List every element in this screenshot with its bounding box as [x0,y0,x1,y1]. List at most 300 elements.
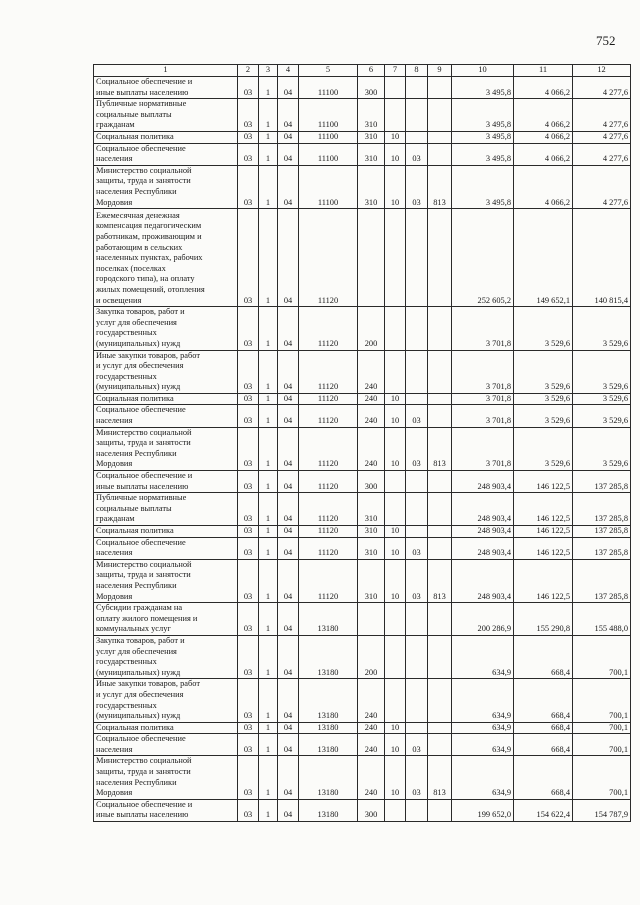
subprogram-code-cell: 1 [259,307,278,350]
column-header: 5 [299,65,358,77]
expense-type-cell: 310 [358,526,385,538]
table-row [94,722,631,734]
target-article-cell: 11120 [299,209,358,307]
subsection-cell [406,131,428,143]
target-article-cell: 11120 [299,405,358,427]
section-cell: 10 [385,756,406,799]
expense-type-cell: 310 [358,143,385,165]
amount-year3-cell: 4 277,6 [573,99,631,132]
subsection-cell [406,635,428,678]
ministry-code-cell [428,734,452,756]
subsection-code-cell: 04 [278,493,299,526]
table-row [94,559,631,602]
amount-year3-cell: 3 529,6 [573,307,631,350]
table-row [94,799,631,821]
target-article-cell: 11120 [299,559,358,602]
ministry-code-cell [428,603,452,636]
section-cell: 10 [385,559,406,602]
subsection-cell [406,679,428,722]
subprogram-code-cell: 1 [259,537,278,559]
target-article-cell: 13180 [299,799,358,821]
section-code-cell: 03 [238,209,259,307]
column-header: 1 [94,65,238,77]
amount-year1-cell: 634,9 [452,734,514,756]
subsection-cell: 03 [406,734,428,756]
ministry-code-cell: 813 [428,165,452,208]
amount-year2-cell: 4 066,2 [514,165,573,208]
section-cell [385,350,406,393]
section-cell: 10 [385,131,406,143]
amount-year1-cell: 634,9 [452,635,514,678]
column-header: 6 [358,65,385,77]
amount-year3-cell: 137 285,8 [573,526,631,538]
amount-year3-cell: 3 529,6 [573,393,631,405]
ministry-code-cell: 813 [428,756,452,799]
subsection-cell [406,493,428,526]
subsection-cell [406,603,428,636]
amount-year1-cell: 248 903,4 [452,537,514,559]
amount-year1-cell: 3 701,8 [452,350,514,393]
amount-year2-cell: 146 122,5 [514,559,573,602]
ministry-code-cell [428,131,452,143]
amount-year2-cell: 3 529,6 [514,427,573,470]
expense-type-cell: 310 [358,559,385,602]
subsection-cell [406,471,428,493]
subprogram-code-cell: 1 [259,209,278,307]
budget-table [93,64,631,822]
expense-type-cell: 300 [358,799,385,821]
row-name-cell: Иные закупки товаров, работ и услуг для обеспечения государственных (муниципальных) нужд [94,350,238,393]
amount-year3-cell: 137 285,8 [573,537,631,559]
expense-type-cell: 200 [358,635,385,678]
amount-year1-cell: 3 495,8 [452,99,514,132]
row-name-cell: Социальное обеспечение и иные выплаты населению [94,471,238,493]
amount-year2-cell: 146 122,5 [514,471,573,493]
section-code-cell: 03 [238,799,259,821]
amount-year2-cell: 4 066,2 [514,131,573,143]
row-name-cell: Публичные нормативные социальные выплаты гражданам [94,493,238,526]
subsection-code-cell: 04 [278,799,299,821]
expense-type-cell: 240 [358,756,385,799]
row-name-cell: Социальное обеспечение и иные выплаты населению [94,77,238,99]
amount-year2-cell: 668,4 [514,679,573,722]
column-header: 9 [428,65,452,77]
subsection-cell: 03 [406,756,428,799]
column-header: 11 [514,65,573,77]
ministry-code-cell [428,471,452,493]
column-header: 12 [573,65,631,77]
table-row [94,143,631,165]
section-code-cell: 03 [238,679,259,722]
subsection-code-cell: 04 [278,307,299,350]
section-code-cell: 03 [238,165,259,208]
amount-year1-cell: 199 652,0 [452,799,514,821]
table-row [94,493,631,526]
row-name-cell: Закупка товаров, работ и услуг для обеспечения государственных (муниципальных) нужд [94,635,238,678]
subsection-code-cell: 04 [278,99,299,132]
amount-year2-cell: 668,4 [514,734,573,756]
subsection-cell: 03 [406,405,428,427]
expense-type-cell: 310 [358,131,385,143]
section-code-cell: 03 [238,526,259,538]
target-article-cell: 13180 [299,756,358,799]
amount-year1-cell: 3 495,8 [452,165,514,208]
subsection-code-cell: 04 [278,427,299,470]
amount-year3-cell: 700,1 [573,722,631,734]
subprogram-code-cell: 1 [259,679,278,722]
ministry-code-cell [428,526,452,538]
expense-type-cell: 310 [358,493,385,526]
table-row [94,393,631,405]
table-row [94,99,631,132]
subsection-cell: 03 [406,537,428,559]
section-cell: 10 [385,722,406,734]
ministry-code-cell [428,77,452,99]
amount-year3-cell: 700,1 [573,635,631,678]
subsection-code-cell: 04 [278,559,299,602]
table-row [94,405,631,427]
amount-year2-cell: 149 652,1 [514,209,573,307]
row-name-cell: Социальное обеспечение и иные выплаты населению [94,799,238,821]
subsection-cell: 03 [406,143,428,165]
row-name-cell: Закупка товаров, работ и услуг для обеспечения государственных (муниципальных) нужд [94,307,238,350]
amount-year1-cell: 248 903,4 [452,471,514,493]
section-code-cell: 03 [238,143,259,165]
subsection-code-cell: 04 [278,756,299,799]
amount-year2-cell: 668,4 [514,722,573,734]
subprogram-code-cell: 1 [259,350,278,393]
amount-year3-cell: 155 488,0 [573,603,631,636]
subsection-code-cell: 04 [278,734,299,756]
section-code-cell: 03 [238,427,259,470]
subsection-cell [406,307,428,350]
section-cell [385,307,406,350]
section-code-cell: 03 [238,603,259,636]
row-name-cell: Социальная политика [94,722,238,734]
amount-year1-cell: 200 286,9 [452,603,514,636]
subsection-cell [406,350,428,393]
amount-year3-cell: 3 529,6 [573,427,631,470]
ministry-code-cell [428,799,452,821]
row-name-cell: Субсидии гражданам на оплату жилого помещения и коммунальных услуг [94,603,238,636]
table-row [94,526,631,538]
expense-type-cell: 240 [358,405,385,427]
amount-year1-cell: 3 495,8 [452,131,514,143]
section-code-cell: 03 [238,722,259,734]
amount-year1-cell: 3 701,8 [452,427,514,470]
amount-year2-cell: 668,4 [514,756,573,799]
amount-year3-cell: 137 285,8 [573,493,631,526]
amount-year3-cell: 137 285,8 [573,471,631,493]
amount-year1-cell: 3 701,8 [452,405,514,427]
amount-year1-cell: 3 701,8 [452,393,514,405]
section-cell: 10 [385,734,406,756]
section-cell: 10 [385,143,406,165]
subsection-cell: 03 [406,165,428,208]
subprogram-code-cell: 1 [259,77,278,99]
table-row [94,679,631,722]
table-row [94,131,631,143]
subsection-cell: 03 [406,559,428,602]
header-row [94,65,631,77]
subsection-code-cell: 04 [278,143,299,165]
target-article-cell: 11120 [299,526,358,538]
section-code-cell: 03 [238,405,259,427]
subprogram-code-cell: 1 [259,603,278,636]
subsection-cell: 03 [406,427,428,470]
column-header: 10 [452,65,514,77]
amount-year1-cell: 634,9 [452,679,514,722]
amount-year3-cell: 154 787,9 [573,799,631,821]
amount-year2-cell: 146 122,5 [514,526,573,538]
expense-type-cell: 240 [358,393,385,405]
section-cell [385,799,406,821]
subprogram-code-cell: 1 [259,799,278,821]
subprogram-code-cell: 1 [259,143,278,165]
expense-type-cell: 240 [358,350,385,393]
expense-type-cell: 200 [358,307,385,350]
subsection-code-cell: 04 [278,77,299,99]
column-header: 3 [259,65,278,77]
row-name-cell: Министерство социальной защиты, труда и занятости населения Республики Мордовия [94,165,238,208]
target-article-cell: 13180 [299,603,358,636]
target-article-cell: 11100 [299,99,358,132]
subsection-code-cell: 04 [278,537,299,559]
subprogram-code-cell: 1 [259,559,278,602]
subprogram-code-cell: 1 [259,405,278,427]
subprogram-code-cell: 1 [259,99,278,132]
table-row [94,427,631,470]
target-article-cell: 11120 [299,493,358,526]
amount-year2-cell: 3 529,6 [514,393,573,405]
target-article-cell: 11100 [299,165,358,208]
section-code-cell: 03 [238,537,259,559]
section-code-cell: 03 [238,734,259,756]
section-cell [385,77,406,99]
amount-year3-cell: 700,1 [573,756,631,799]
section-cell: 10 [385,427,406,470]
expense-type-cell: 310 [358,537,385,559]
amount-year2-cell: 154 622,4 [514,799,573,821]
row-name-cell: Социальная политика [94,131,238,143]
subprogram-code-cell: 1 [259,635,278,678]
amount-year2-cell: 3 529,6 [514,350,573,393]
subprogram-code-cell: 1 [259,734,278,756]
subprogram-code-cell: 1 [259,756,278,799]
ministry-code-cell: 813 [428,559,452,602]
amount-year2-cell: 3 529,6 [514,405,573,427]
expense-type-cell: 300 [358,77,385,99]
section-cell [385,635,406,678]
target-article-cell: 11120 [299,350,358,393]
section-code-cell: 03 [238,99,259,132]
ministry-code-cell [428,393,452,405]
table-row [94,537,631,559]
subsection-code-cell: 04 [278,603,299,636]
row-name-cell: Социальная политика [94,526,238,538]
ministry-code-cell [428,99,452,132]
ministry-code-cell [428,679,452,722]
table-row [94,77,631,99]
amount-year3-cell: 700,1 [573,734,631,756]
ministry-code-cell [428,493,452,526]
subsection-cell [406,99,428,132]
section-cell [385,99,406,132]
section-cell [385,471,406,493]
section-cell: 10 [385,526,406,538]
section-cell: 10 [385,393,406,405]
subprogram-code-cell: 1 [259,393,278,405]
section-code-cell: 03 [238,131,259,143]
row-name-cell: Ежемесячная денежная компенсация педагогическим работникам, проживающим и работающим в сельских населенных пунктах, рабочих поселках (поселках городского типа), на оплату жилых помещений, отопления и освещения [94,209,238,307]
section-code-cell: 03 [238,471,259,493]
target-article-cell: 13180 [299,734,358,756]
section-cell [385,679,406,722]
subsection-cell [406,393,428,405]
target-article-cell: 11120 [299,537,358,559]
row-name-cell: Министерство социальной защиты, труда и занятости населения Республики Мордовия [94,756,238,799]
section-code-cell: 03 [238,559,259,602]
subsection-cell [406,799,428,821]
subprogram-code-cell: 1 [259,526,278,538]
expense-type-cell: 310 [358,165,385,208]
amount-year3-cell: 4 277,6 [573,77,631,99]
amount-year2-cell: 3 529,6 [514,307,573,350]
section-cell [385,603,406,636]
amount-year3-cell: 3 529,6 [573,405,631,427]
amount-year3-cell: 4 277,6 [573,131,631,143]
amount-year2-cell: 146 122,5 [514,493,573,526]
column-header: 8 [406,65,428,77]
section-code-cell: 03 [238,635,259,678]
expense-type-cell: 310 [358,99,385,132]
target-article-cell: 11100 [299,77,358,99]
expense-type-cell [358,209,385,307]
amount-year1-cell: 3 495,8 [452,143,514,165]
subsection-code-cell: 04 [278,635,299,678]
ministry-code-cell [428,722,452,734]
section-cell: 10 [385,405,406,427]
table-row [94,307,631,350]
ministry-code-cell [428,537,452,559]
amount-year2-cell: 4 066,2 [514,99,573,132]
expense-type-cell: 240 [358,679,385,722]
row-name-cell: Министерство социальной защиты, труда и занятости населения Республики Мордовия [94,559,238,602]
table-row [94,471,631,493]
target-article-cell: 11120 [299,427,358,470]
amount-year1-cell: 248 903,4 [452,493,514,526]
subprogram-code-cell: 1 [259,131,278,143]
subsection-cell [406,77,428,99]
subsection-code-cell: 04 [278,722,299,734]
amount-year2-cell: 4 066,2 [514,77,573,99]
section-cell [385,209,406,307]
subsection-cell [406,209,428,307]
section-code-cell: 03 [238,393,259,405]
ministry-code-cell: 813 [428,427,452,470]
table-body [94,77,631,822]
amount-year1-cell: 3 701,8 [452,307,514,350]
amount-year2-cell: 146 122,5 [514,537,573,559]
expense-type-cell: 240 [358,427,385,470]
subprogram-code-cell: 1 [259,722,278,734]
ministry-code-cell [428,143,452,165]
amount-year1-cell: 248 903,4 [452,559,514,602]
table-row [94,350,631,393]
subsection-code-cell: 04 [278,165,299,208]
subsection-code-cell: 04 [278,526,299,538]
target-article-cell: 11120 [299,393,358,405]
row-name-cell: Министерство социальной защиты, труда и занятости населения Республики Мордовия [94,427,238,470]
amount-year2-cell: 668,4 [514,635,573,678]
table-row [94,165,631,208]
amount-year3-cell: 140 815,4 [573,209,631,307]
section-cell: 10 [385,165,406,208]
amount-year1-cell: 634,9 [452,722,514,734]
subprogram-code-cell: 1 [259,471,278,493]
row-name-cell: Социальное обеспечение населения [94,537,238,559]
amount-year1-cell: 634,9 [452,756,514,799]
table-row [94,734,631,756]
section-code-cell: 03 [238,307,259,350]
expense-type-cell [358,603,385,636]
ministry-code-cell [428,635,452,678]
subsection-code-cell: 04 [278,471,299,493]
section-code-cell: 03 [238,493,259,526]
column-header: 4 [278,65,299,77]
subprogram-code-cell: 1 [259,493,278,526]
amount-year1-cell: 252 605,2 [452,209,514,307]
subsection-cell [406,722,428,734]
amount-year2-cell: 155 290,8 [514,603,573,636]
ministry-code-cell [428,307,452,350]
row-name-cell: Иные закупки товаров, работ и услуг для обеспечения государственных (муниципальных) нужд [94,679,238,722]
amount-year3-cell: 4 277,6 [573,165,631,208]
amount-year1-cell: 3 495,8 [452,77,514,99]
column-header: 2 [238,65,259,77]
section-code-cell: 03 [238,756,259,799]
subsection-code-cell: 04 [278,679,299,722]
row-name-cell: Социальное обеспечение населения [94,734,238,756]
ministry-code-cell [428,350,452,393]
table-row [94,635,631,678]
target-article-cell: 11100 [299,143,358,165]
section-code-cell: 03 [238,350,259,393]
row-name-cell: Социальное обеспечение населения [94,405,238,427]
subsection-code-cell: 04 [278,393,299,405]
expense-type-cell: 300 [358,471,385,493]
amount-year3-cell: 4 277,6 [573,143,631,165]
row-name-cell: Социальное обеспечение населения [94,143,238,165]
ministry-code-cell [428,209,452,307]
subsection-code-cell: 04 [278,350,299,393]
amount-year3-cell: 3 529,6 [573,350,631,393]
section-cell [385,493,406,526]
amount-year2-cell: 4 066,2 [514,143,573,165]
table-row [94,603,631,636]
section-code-cell: 03 [238,77,259,99]
subsection-cell [406,526,428,538]
row-name-cell: Социальная политика [94,393,238,405]
expense-type-cell: 240 [358,734,385,756]
amount-year1-cell: 248 903,4 [452,526,514,538]
target-article-cell: 11120 [299,471,358,493]
subprogram-code-cell: 1 [259,427,278,470]
column-header: 7 [385,65,406,77]
subprogram-code-cell: 1 [259,165,278,208]
amount-year3-cell: 700,1 [573,679,631,722]
subsection-code-cell: 04 [278,131,299,143]
